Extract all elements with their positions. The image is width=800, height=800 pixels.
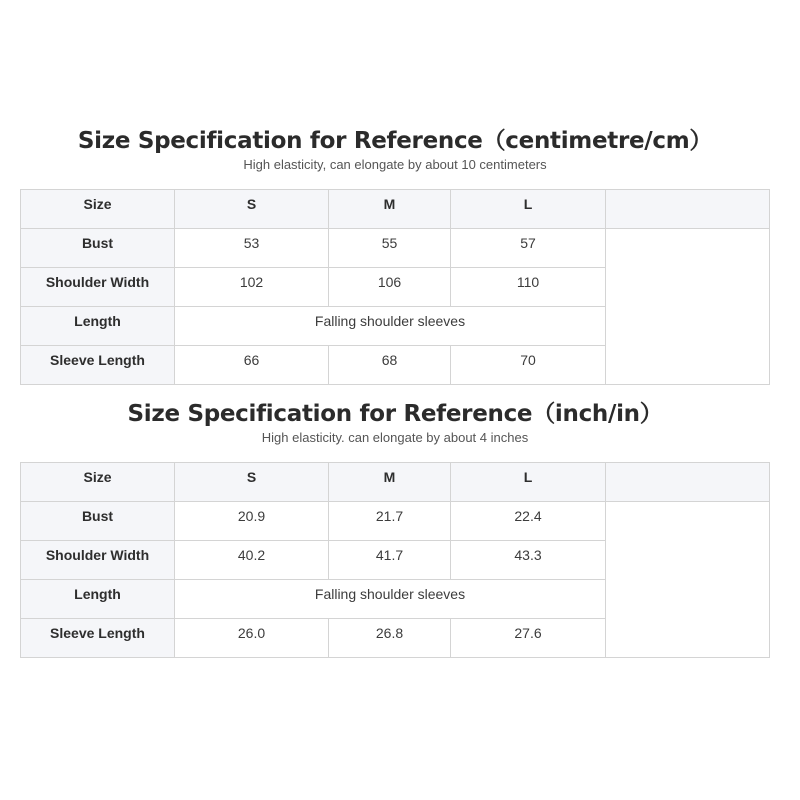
size-table-cm <box>20 189 770 385</box>
section-subtitle: High elasticity, can elongate by about 10 centimeters <box>243 157 547 172</box>
empty-filler-cell <box>605 228 770 385</box>
table-cell: 41.7 <box>328 540 451 580</box>
table-cell: 27.6 <box>450 618 606 658</box>
table-cell: 26.0 <box>174 618 329 658</box>
merged-cell-length: Falling shoulder sleeves <box>174 579 606 619</box>
table-cell: 110 <box>450 267 606 307</box>
size-table-cm-section <box>20 126 770 385</box>
table-cell: 102 <box>174 267 329 307</box>
header-cell-size: Size <box>20 462 175 502</box>
section-title: Size Specification for Reference（inch/in） <box>127 401 663 427</box>
header-cell-size: Size <box>20 189 175 229</box>
header-cell-l: L <box>450 189 606 229</box>
header-cell-s: S <box>174 189 329 229</box>
size-table-inch-section <box>20 399 770 658</box>
header-cell-empty <box>605 462 770 502</box>
row-label-length: Length <box>20 306 175 346</box>
table-cell: 53 <box>174 228 329 268</box>
section-title: Size Specification for Reference（centimetre/cm） <box>77 128 713 154</box>
empty-filler-cell <box>605 501 770 658</box>
header-cell-empty <box>605 189 770 229</box>
size-table-inch <box>20 462 770 658</box>
header-cell-m: M <box>328 189 451 229</box>
table-cell: 26.8 <box>328 618 451 658</box>
header-cell-l: L <box>450 462 606 502</box>
table-cell: 40.2 <box>174 540 329 580</box>
table-cell: 22.4 <box>450 501 606 541</box>
header-cell-m: M <box>328 462 451 502</box>
table-cell: 55 <box>328 228 451 268</box>
row-label-sleeve-length: Sleeve Length <box>20 618 175 658</box>
table-cell: 106 <box>328 267 451 307</box>
table-cell: 70 <box>450 345 606 385</box>
row-label-shoulder-width: Shoulder Width <box>20 267 175 307</box>
table-cell: 21.7 <box>328 501 451 541</box>
row-label-bust: Bust <box>20 228 175 268</box>
table-cell: 66 <box>174 345 329 385</box>
table-cell: 68 <box>328 345 451 385</box>
row-label-sleeve-length: Sleeve Length <box>20 345 175 385</box>
row-label-bust: Bust <box>20 501 175 541</box>
row-label-length: Length <box>20 579 175 619</box>
table-cell: 57 <box>450 228 606 268</box>
merged-cell-length: Falling shoulder sleeves <box>174 306 606 346</box>
table-cell: 20.9 <box>174 501 329 541</box>
row-label-shoulder-width: Shoulder Width <box>20 540 175 580</box>
section-subtitle: High elasticity. can elongate by about 4 inches <box>261 430 529 445</box>
header-cell-s: S <box>174 462 329 502</box>
table-cell: 43.3 <box>450 540 606 580</box>
